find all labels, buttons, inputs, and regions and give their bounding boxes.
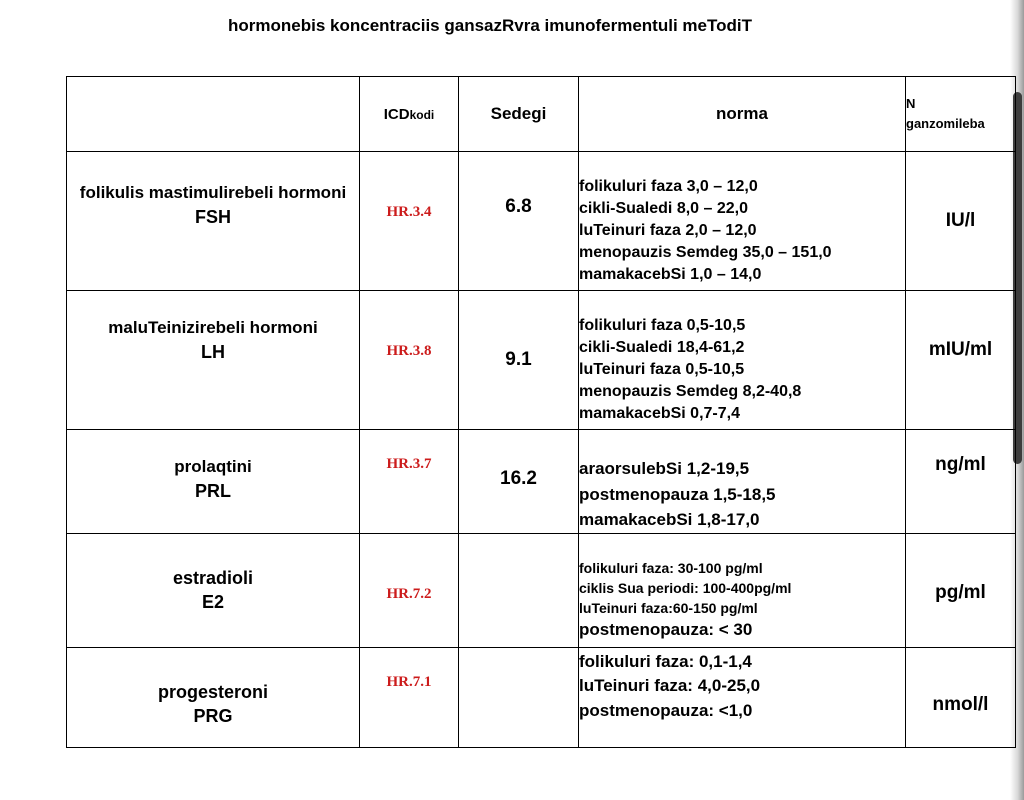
result-value (459, 533, 579, 647)
header-norma: norma (579, 77, 906, 152)
hormone-name-cell (67, 533, 360, 647)
icd-code: HR.3.8 (360, 291, 459, 430)
document-title: hormonebis koncentraciis gansazRvra imunofermentuli meTodiT (228, 16, 752, 35)
icd-code: HR.3.7 (360, 430, 459, 534)
table-row (67, 533, 1016, 647)
hormone-abbr: PRG (193, 705, 233, 726)
norm-ranges: folikuluri faza: 0,1-1,4 luTeinuri faza: 4,0-25,0 postmenopauza: <1,0 (579, 647, 906, 747)
unit: mIU/ml (906, 291, 1016, 430)
table-row (67, 291, 1016, 430)
table-row (67, 152, 1016, 291)
unit: nmol/l (906, 647, 1016, 747)
result-value (459, 647, 579, 747)
result-value: 9.1 (459, 291, 579, 430)
norm-ranges: araorsulebSi 1,2-19,5 postmenopauza 1,5-18,5 mamakacebSi 1,8-17,0 (579, 430, 906, 534)
norm-ranges: folikuluri faza: 30-100 pg/ml ciklis Sua periodi: 100-400pg/ml luTeinuri faza:60-150 pg/ml postmenopauza: < 30 (579, 533, 906, 647)
hormone-name-cell (67, 430, 360, 534)
table-row (67, 430, 1016, 534)
norm-ranges: folikuluri faza 3,0 – 12,0 cikli-Sualedi 8,0 – 22,0 luTeinuri faza 2,0 – 12,0 menopauzis Semdeg 35,0 – 151,0 mamakacebSi 1,0 – 14,0 (579, 152, 906, 291)
icd-code: HR.7.2 (360, 533, 459, 647)
header-result: Sedegi (459, 77, 579, 152)
hormone-name-cell (67, 291, 360, 430)
icd-code: HR.7.1 (360, 647, 459, 747)
hormone-abbr: E2 (201, 591, 225, 612)
icd-code: HR.3.4 (360, 152, 459, 291)
table-row (67, 647, 1016, 747)
hormone-name: prolaqtini (174, 457, 252, 476)
table-header-row (67, 77, 1016, 152)
hormone-name: estradioli (172, 567, 254, 588)
unit: IU/l (906, 152, 1016, 291)
unit: pg/ml (906, 533, 1016, 647)
header-icd-code: ICDkodi (360, 77, 459, 152)
hormone-abbr: LH (201, 341, 225, 362)
hormone-abbr: PRL (195, 480, 231, 501)
unit: ng/ml (906, 430, 1016, 534)
hormone-name: folikulis mastimulirebeli hormoni (79, 183, 347, 202)
hormone-name-cell (67, 152, 360, 291)
hormone-table (66, 76, 1016, 748)
result-value: 16.2 (459, 430, 579, 534)
hormone-abbr: FSH (195, 206, 231, 227)
hormone-name-cell (67, 647, 360, 747)
result-value: 6.8 (459, 152, 579, 291)
norm-ranges: folikuluri faza 0,5-10,5 cikli-Sualedi 18,4-61,2 luTeinuri faza 0,5-10,5 menopauzis Semdeg 8,2-40,8 mamakacebSi 0,7-7,4 (579, 291, 906, 430)
header-unit: N ganzomileba (906, 77, 1016, 152)
hormone-name: progesteroni (157, 681, 268, 702)
header-name (67, 77, 360, 152)
hormone-name: maluTeinizirebeli hormoni (108, 318, 318, 337)
